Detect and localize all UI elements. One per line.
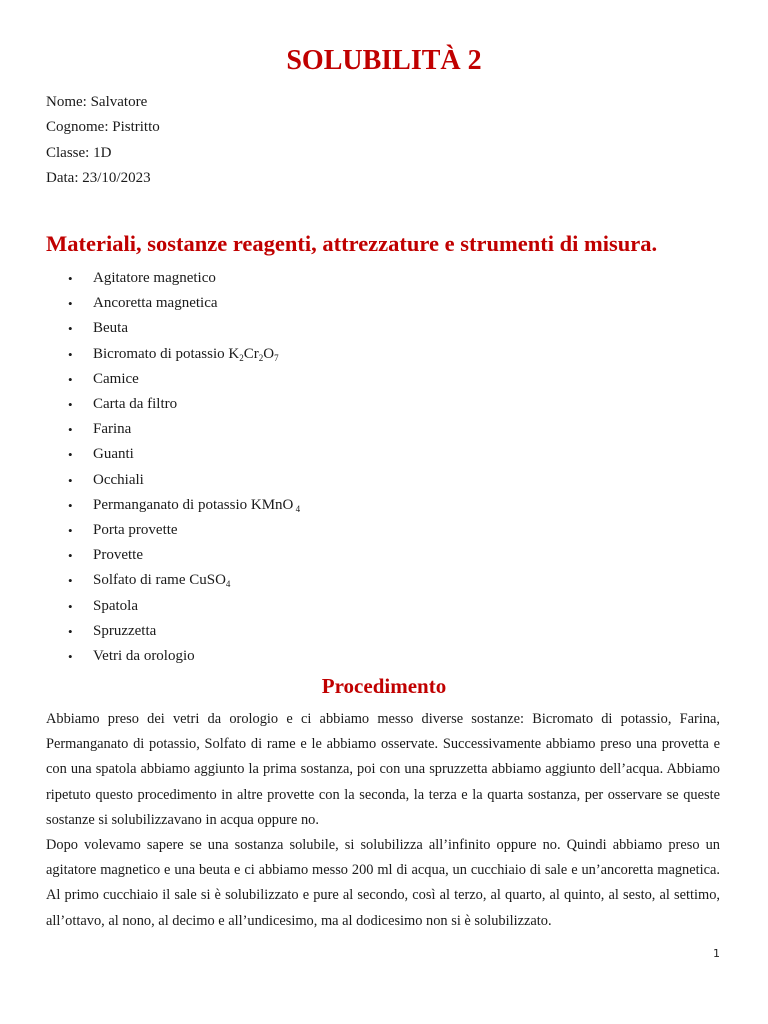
procedure-paragraph: Dopo volevamo sapere se una sostanza solubile, si solubilizza all’infinito oppure no. Quindi abbiamo preso un agitatore magnetico e una beuta e ci abbiamo messo 200 ml di acqua, un cucchiaio di sale e un’ancoretta magnetica. Al primo cucchiaio il sale si è solubilizzato e pure al secondo, così al terzo, al quarto, al quinto, al sesto, al settimo, all’ottavo, al nono, al decimo e all’undicesimo, ma al dodicesimo non si è solubilizzato. (46, 837, 720, 929)
material-item (0, 417, 300, 442)
material-label: Solfato di rame CuSO (93, 572, 226, 589)
materials-list (0, 266, 300, 669)
material-item (0, 316, 300, 341)
procedure-text (46, 707, 720, 934)
material-label: Spruzzetta (93, 622, 157, 639)
material-item (0, 442, 300, 467)
bullet-icon: • (68, 598, 73, 614)
bullet-icon: • (68, 447, 73, 463)
formula-subscript: 4 (225, 579, 231, 590)
bullet-icon: • (68, 271, 73, 286)
material-label: Ancoretta magnetica (93, 295, 218, 312)
material-item (0, 543, 300, 568)
info-name: Nome: Salvatore (46, 94, 148, 110)
bullet-icon: • (68, 573, 73, 589)
bullet-icon: • (68, 397, 73, 413)
page-number: 1 (713, 947, 720, 960)
formula-subscript: 4 (293, 503, 301, 514)
bullet-icon: • (68, 296, 73, 312)
bullet-icon: • (68, 321, 73, 337)
student-info (46, 90, 160, 191)
bullet-icon: • (68, 371, 73, 387)
material-item (0, 594, 300, 619)
bullet-icon: • (68, 623, 73, 639)
material-label: Spatola (93, 597, 138, 614)
material-item (0, 291, 300, 316)
material-item (0, 493, 300, 518)
formula-subscript: 2 (258, 352, 264, 363)
formula-element: Cr (243, 345, 259, 362)
bullet-icon: • (68, 649, 73, 665)
material-label: Guanti (93, 446, 134, 463)
bullet-icon: • (68, 523, 73, 539)
material-label: Carta da filtro (93, 396, 178, 413)
material-label: Provette (93, 547, 143, 564)
material-label: Occhiali (93, 471, 144, 488)
formula-element: O (263, 345, 275, 362)
material-item (0, 367, 300, 392)
material-item (0, 568, 300, 593)
material-item (0, 644, 300, 669)
material-label: Agitatore magnetico (93, 270, 216, 286)
materials-heading: Materiali, sostanze reagenti, attrezzature e strumenti di misura. (46, 231, 658, 256)
bullet-icon: • (68, 346, 73, 362)
material-item (0, 266, 300, 291)
bullet-icon: • (68, 497, 73, 513)
material-label: Vetri da orologio (93, 648, 195, 665)
material-label: Beuta (93, 320, 128, 337)
material-item (0, 619, 300, 644)
bullet-icon: • (68, 548, 73, 564)
formula-subscript: 7 (274, 352, 279, 363)
info-date: Data: 23/10/2023 (46, 169, 151, 186)
bullet-icon: • (68, 472, 73, 488)
material-label: Permanganato di potassio KMnO (93, 496, 294, 513)
formula-subscript: 2 (239, 352, 244, 363)
material-item (0, 392, 300, 417)
material-item (0, 518, 300, 543)
procedure-paragraph: Abbiamo preso dei vetri da orologio e ci abbiamo messo diverse sostanze: Bicromato di potassio, Farina, Permanganato di potassio, Solfato di rame e le abbiamo osservate. Successivamente abbiamo preso una provetta e con una spatola abbiamo aggiunto la prima sostanza, poi con una spruzzetta abbiamo aggiunto dell’acqua. Abbiamo ripetuto questo procedimento in altre provette con la seconda, la terza e la quarta sostanza, per osservare se queste sostanze si solubilizzavano in acqua oppure no. (46, 711, 720, 828)
material-label: Porta provette (93, 522, 178, 539)
document-title: SOLUBILITÀ 2 (286, 45, 482, 76)
info-surname: Cognome: Pistritto (46, 119, 160, 136)
procedure-heading: Procedimento (321, 674, 447, 698)
material-label: Farina (93, 421, 132, 438)
material-item (0, 468, 300, 493)
info-class: Classe: 1D (46, 144, 112, 161)
bullet-icon: • (68, 422, 73, 438)
material-label: Bicromato di potassio K (93, 345, 240, 362)
material-label: Camice (93, 370, 139, 387)
material-item (0, 342, 300, 367)
